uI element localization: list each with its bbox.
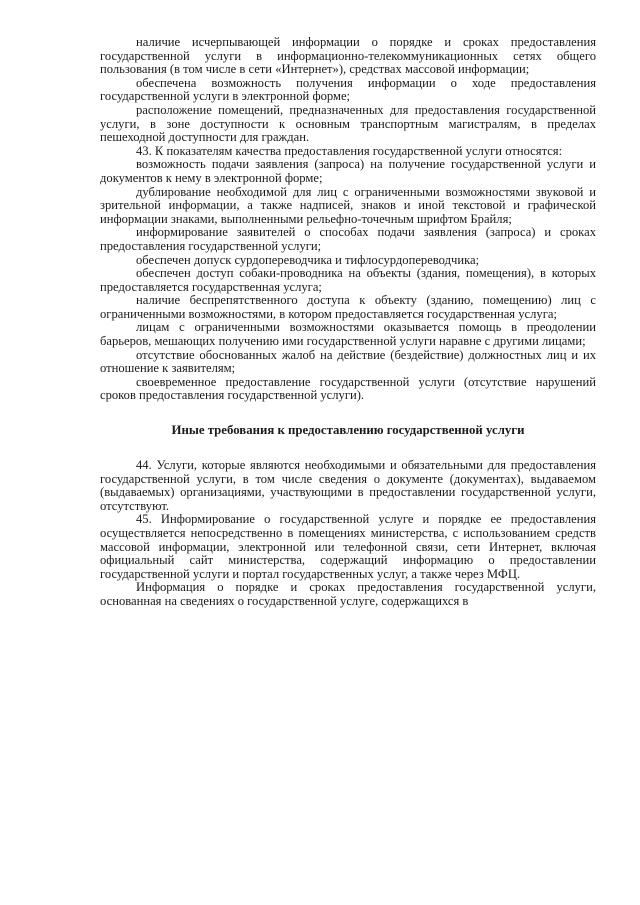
paragraph: своевременное предоставление государственной услуги (отсутствие нарушений сроков предоставления государственной услуги). <box>100 374 596 403</box>
paragraph: обеспечен допуск сурдопереводчика и тифлосурдопереводчика; <box>136 252 480 267</box>
paragraph: наличие исчерпывающей информации о порядке и сроках предоставления государственной услуги в информационно-телекоммуникационных сетях общего пользования (в том числе в сети «Интернет»), средствах массовой информации; <box>100 35 596 77</box>
paragraph: наличие беспрепятственного доступа к объекту (зданию, помещению) лиц с ограниченными возможностями, в котором предоставляется государственная услуга; <box>100 293 596 321</box>
paragraph: расположение помещений, предназначенных для предоставления государственной услуги, в зоне доступности к основным транспортным магистралям, в пределах пешеходной доступности для граждан. <box>100 102 596 145</box>
paragraph: информирование заявителей о способах подачи заявления (запроса) и сроках предоставления государственной услуги; <box>100 225 596 253</box>
paragraph: обеспечен доступ собаки-проводника на объекты (здания, помещения), в которых предоставляется государственная услуга; <box>100 266 596 294</box>
paragraph: дублирование необходимой для лиц с ограниченными возможностями звуковой и зрительной информации, а также надписей, знаков и иной текстовой и графической информации знаками, выполненными рельефно-точечным шрифтом Брайля; <box>100 184 596 226</box>
section-heading: Иные требования к предоставлению государственной услуги <box>171 423 525 438</box>
paragraph: Информация о порядке и сроках предоставления государственной услуги, основанная на сведениях о государственной услуге, содержащихся в <box>100 580 596 608</box>
paragraph: возможность подачи заявления (запроса) на получение государственной услуги и документов к нему в электронной форме; <box>100 157 596 185</box>
paragraph: лицам с ограниченными возможностями оказывается помощь в преодолении барьеров, мешающих получению ими государственной услуги наравне с другими лицами; <box>100 320 596 349</box>
paragraph: 44. Услуги, которые являются необходимыми и обязательными для предоставления государственной услуги, в том числе сведения о документе (документах), выдаваемом (выдаваемых) организациями, участвующими в предоставлении государственной услуги, отсутствуют. <box>100 458 596 513</box>
paragraph: 45. Информирование о государственной услуге и порядке ее предоставления осуществляется непосредственно в помещениях министерства, с использованием средств массовой информации, электронной или телефонной связи, сети Интернет, включая официальный сайт министерства, содержащий информацию о предоставлении государственной услуги и портал государственных услуг, а также через МФЦ. <box>100 512 596 581</box>
top-section <box>100 36 596 403</box>
bottom-section <box>100 459 596 609</box>
paragraph: обеспечена возможность получения информации о ходе предоставления государственной услуги в электронной форме; <box>100 75 596 104</box>
paragraph: отсутствие обоснованных жалоб на действие (бездействие) должностных лиц и их отношение к заявителям; <box>100 347 596 376</box>
paragraph: 43. К показателям качества предоставления государственной услуги относятся: <box>136 143 563 158</box>
